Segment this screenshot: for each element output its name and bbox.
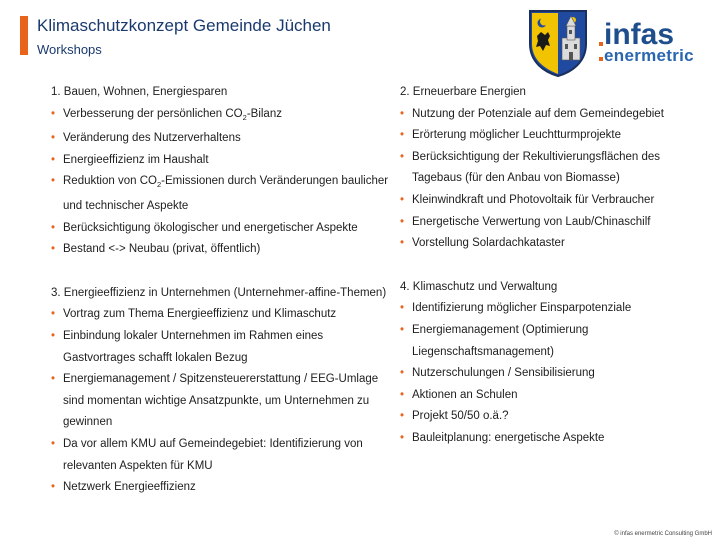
left-column bbox=[51, 82, 391, 499]
company-logo bbox=[604, 18, 714, 68]
list-item: • Vorstellung Solardachkataster bbox=[400, 233, 710, 255]
logo-dot-icon bbox=[599, 57, 603, 61]
list-item: • Bauleitplanung: energetische Aspekte bbox=[400, 428, 710, 450]
bullet-list bbox=[400, 104, 710, 255]
list-item: • Vortrag zum Thema Energieeffizienz und Klimaschutz bbox=[51, 304, 391, 326]
list-item: • Energiemanagement / Spitzensteuererstattung / EEG-Umlage sind momentan wichtige Ansatzpunkte, um Unternehmen zu gewinnen bbox=[51, 369, 391, 434]
list-item: • Da vor allem KMU auf Gemeindegebiet: Identifizierung von relevanten Aspekten für KMU bbox=[51, 434, 391, 477]
list-item: • Energetische Verwertung von Laub/Chinaschilf bbox=[400, 212, 710, 234]
page-subtitle: Workshops bbox=[37, 42, 102, 57]
list-item: • Reduktion von $CO_2$-Emissionen durch Veränderungen baulicher und technischer Aspekte bbox=[51, 171, 391, 217]
bullet-list bbox=[400, 298, 710, 449]
logo-brand-top: infas bbox=[604, 18, 675, 51]
list-item: • Erörterung möglicher Leuchtturmprojekte bbox=[400, 125, 710, 147]
right-column bbox=[400, 82, 710, 450]
bullet-list bbox=[51, 304, 391, 498]
list-item: • Aktionen an Schulen bbox=[400, 385, 710, 407]
list-item: • Berücksichtigung der Rekultivierungsflächen des Tagebaus (für den Anbau von Biomasse) bbox=[400, 147, 710, 190]
list-item: • Nutzerschulungen / Sensibilisierung bbox=[400, 363, 710, 385]
copyright-footer: © infas enermetric Consulting GmbH bbox=[614, 531, 712, 537]
list-item: • Identifizierung möglicher Einsparpotenziale bbox=[400, 298, 710, 320]
list-item: • Energiemanagement (Optimierung Liegenschaftsmanagement) bbox=[400, 320, 710, 363]
list-item: • Veränderung des Nutzerverhaltens bbox=[51, 128, 391, 150]
logo-brand-bottom: enermetric bbox=[604, 46, 694, 65]
page-title: Klimaschutzkonzept Gemeinde Jüchen bbox=[37, 16, 331, 35]
section-heading: 3. Energieeffizienz in Unternehmen (Unternehmer-affine-Themen) bbox=[51, 286, 387, 299]
list-item: • Einbindung lokaler Unternehmen im Rahmen eines Gastvortrages schafft lokalen Bezug bbox=[51, 326, 391, 369]
list-item: • Projekt 50/50 o.ä.? bbox=[400, 406, 710, 428]
logo-dot-icon bbox=[599, 42, 603, 46]
list-item: • Energieeffizienz im Haushalt bbox=[51, 150, 391, 172]
bullet-list bbox=[51, 104, 391, 261]
municipal-crest-logo bbox=[527, 8, 589, 78]
list-item: • Verbesserung der persönlichen $CO_2$-Bilanz bbox=[51, 104, 391, 129]
list-item: • Bestand <-> Neubau (privat, öffentlich) bbox=[51, 239, 391, 261]
list-item: • Kleinwindkraft und Photovoltaik für Verbraucher bbox=[400, 190, 710, 212]
list-item: • Nutzung der Potenziale auf dem Gemeindegebiet bbox=[400, 104, 710, 126]
section-heading: 1. Bauen, Wohnen, Energiesparen bbox=[51, 86, 228, 98]
section-heading: 4. Klimaschutz und Verwaltung bbox=[400, 280, 558, 293]
list-item: • Netzwerk Energieeffizienz bbox=[51, 477, 391, 499]
list-item: • Berücksichtigung ökologischer und energetischer Aspekte bbox=[51, 218, 391, 240]
title-accent-bar bbox=[20, 16, 28, 55]
section-heading: 2. Erneuerbare Energien bbox=[400, 86, 526, 98]
